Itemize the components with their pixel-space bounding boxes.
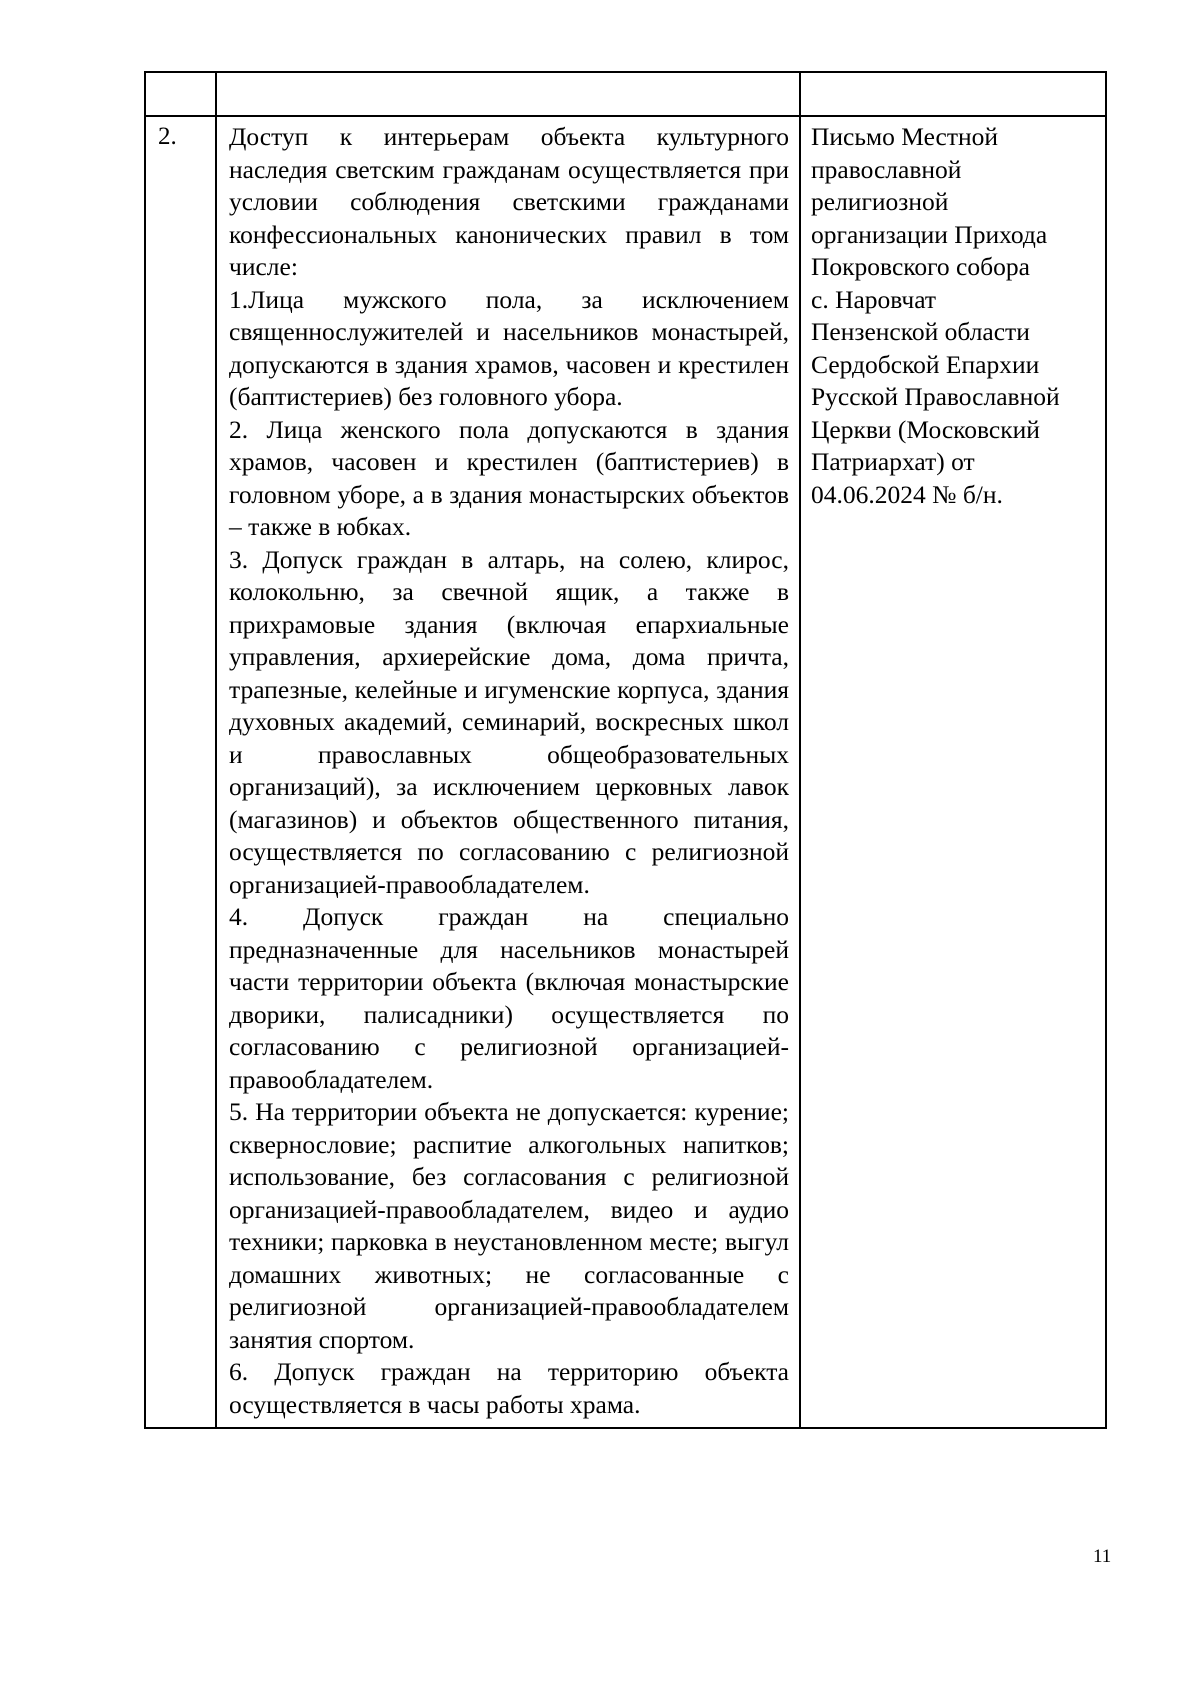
source-line: Патриархат) от (811, 447, 975, 476)
header-cell-source (800, 72, 1106, 116)
rule-5-paragraph: 5. На территории объекта не допускается: курение; сквернословие; распитие алкогольных напитков; использование, без согласования с религиозной организацией-правообладателем, видео и аудио техники; парковка в неустановленном месте; выгул домашних животных; не согласованные с религиозной организацией-правообладателем занятия спортом. (229, 1097, 789, 1354)
source-line: Церкви (Московский (811, 414, 1040, 444)
header-cell-text (216, 72, 800, 116)
rule-3-paragraph: 3. Допуск граждан в алтарь, на солею, клирос, колокольню, за свечной ящик, а также в прихрамовые здания (включая епархиальные управления, архиерейские дома, дома причта, трапезные, келейные и игуменские корпуса, здания духовных академий, семинарий, воскресных школ и православных общеобразовательных организаций), за исключением церковных лавок (магазинов) и объектов общественного питания, осуществляется по согласованию с религиозной организацией-правообладателем. (229, 544, 789, 899)
source-line: православной (811, 154, 962, 184)
source-line: 04.06.2024 № б/н. (811, 479, 1003, 509)
source-line: с. Наровчат (811, 284, 936, 314)
intro-paragraph: Доступ к интерьерам объекта культурного наследия светским гражданам осуществляется при условии соблюдения светскими гражданами конфессиональных канонических правил в том числе: (229, 122, 789, 281)
source-line: Пензенской области (811, 317, 1030, 346)
table-header-row (145, 72, 1106, 116)
rule-6-paragraph: 6. Допуск граждан на территорию объекта осуществляется в часы работы храма. (229, 1357, 789, 1419)
source-line: Русской Православной (811, 382, 1060, 411)
rule-1-paragraph: 1.Лица мужского пола, за исключением священнослужителей и насельников монастырей, допускаются в здания храмов, часовен и крестилен (баптистериев) без головного убора. (229, 284, 789, 411)
source-line: организации Прихода (811, 219, 1048, 249)
source-line: религиозной (811, 187, 949, 216)
rule-2-paragraph: 2. Лица женского пола допускаются в здания храмов, часовен и крестилен (баптистериев) в головном уборе, а в здания монастырских объектов – также в юбках. (229, 414, 789, 541)
source-cell (800, 116, 1106, 1428)
header-cell-num (145, 72, 216, 116)
requirements-table (144, 71, 1107, 1429)
rule-4-paragraph: 4. Допуск граждан на специально предназначенные для насельников монастырей части территории объекта (включая монастырские дворики, палисадники) осуществляется по согласованию с религиозной организацией-правообладателем. (229, 902, 789, 1094)
source-line: Покровского собора (811, 252, 1030, 281)
requirements-text-cell (216, 116, 800, 1428)
source-line: Сердобской Епархии (811, 349, 1040, 379)
source-line: Письмо Местной (811, 122, 999, 151)
page-number: 11 (1093, 1546, 1112, 1567)
row-number: 2. (145, 116, 216, 1428)
table-row (145, 116, 1106, 1428)
